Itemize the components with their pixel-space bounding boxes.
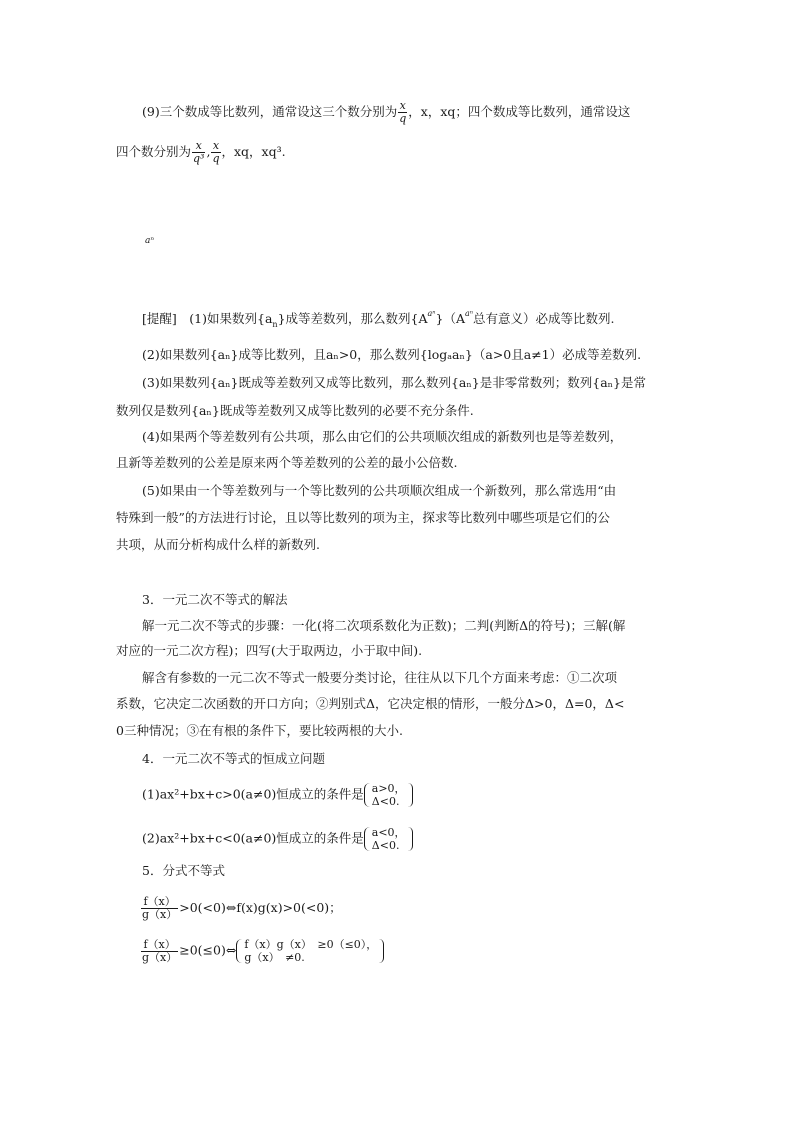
item9-line2: 四个数分别为 $\frac{x}{\text{q³}}$ , $\frac{x}{q}$ ，xq，xq³. (116, 139, 286, 165)
section3-para2-line1: 解含有参数的一元二次不等式一般要分类讨论，往往从以下几个方面来考虑：①二次项 (142, 670, 618, 685)
fraction-numerator: f（x） (141, 896, 178, 909)
condition-2-system (364, 826, 406, 852)
system-row: g（x） ≠0. (244, 951, 305, 964)
tip1-text-b: }成等差数列，那么数列{A (277, 311, 428, 326)
tip5-line2: 特殊到一般”的方法进行讨论，且以等比数列的项为主，探求等比数列中哪些项是它们的公 (116, 510, 610, 525)
condition-2 (142, 826, 413, 852)
tip-line1 (142, 310, 615, 330)
fraction-denominator: g（x） (142, 950, 178, 964)
inequality-2-text: ≥0(≤0)⇔ (179, 942, 237, 958)
tip1-text-a: (1)如果数列{a (189, 311, 273, 326)
section5-heading: 5．分式不等式 (142, 863, 225, 878)
fraction-numerator: x (192, 140, 205, 153)
system-row: Δ<0. (371, 795, 400, 808)
tip1-text-d: 总有意义）必成等比数列. (473, 311, 615, 326)
brace-close (408, 827, 413, 851)
tip5-line1: (5)如果由一个等差数列与一个等比数列的公共项顺次组成一个新数列，那么常选用“由 (142, 483, 617, 498)
brace-close (408, 783, 413, 807)
fraction-denominator: q (212, 152, 220, 165)
fraction-numerator: x (399, 99, 406, 112)
fraction-inequality-1 (140, 896, 342, 921)
item9-text-d: ，xq，xq³. (221, 144, 286, 159)
fraction-numerator: f（x） (141, 939, 178, 952)
system-row: a<0， (371, 826, 406, 839)
condition-1 (142, 782, 413, 808)
tip2-line: (2)如果数列{aₙ}成等比数列，且aₙ>0，那么数列{logₐaₙ}（a>0且a≠1）必成等差数列. (142, 347, 642, 362)
brace-close (379, 939, 384, 963)
tip1-subscript: n (272, 320, 278, 329)
section4-heading: 4．一元二次不等式的恒成立问题 (142, 751, 325, 766)
fraction-f-over-g (141, 939, 178, 964)
section3-heading: 3．一元二次不等式的解法 (142, 592, 288, 607)
tip-label: [提醒] (142, 311, 177, 326)
fraction-inequality-2 (140, 938, 384, 964)
fraction-x-over-q (398, 100, 407, 125)
system-row: Δ<0. (371, 839, 400, 852)
tip4-line1: (4)如果两个等差数列有公共项，那么由它们的公共项顺次组成的新数列也是等差数列， (142, 429, 623, 444)
section3-para2-line3: 0三种情况；③在有根的条件下，要比较两根的大小. (116, 723, 403, 738)
condition-2-text: (2)ax²+bx+c<0(a≠0)恒成立的条件是 (142, 830, 364, 846)
item9-text-c: 四个数分别为 (116, 144, 192, 159)
item9-text-a: (9)三个数成等比数列，通常设这三个数分别为 (142, 104, 398, 119)
tip3-line2: 数列仅是数列{aₙ}既成等差数列又成等比数列的必要不充分条件. (116, 403, 474, 418)
section3-para2-line2: 系数，它决定二次函数的开口方向；②判别式Δ，它决定根的情形，一般分Δ>0，Δ=0，Δ< (116, 696, 625, 711)
condition-1-system (364, 782, 406, 808)
fraction-denominator: q (399, 112, 407, 125)
fraction-denominator: g（x） (142, 908, 178, 921)
fraction-numerator: x (212, 139, 220, 152)
fraction-x-over-q-2 (211, 140, 220, 165)
floating-superscript-mark: aⁿ (145, 236, 155, 246)
tip1-text-c: }（A (435, 311, 465, 326)
tip1-superscript-1: aⁿ (427, 309, 436, 318)
section3-para1-line1: 解一元二次不等式的步骤：一化(将二次项系数化为正数)；二判(判断Δ的符号)；三解(解 (142, 618, 626, 633)
condition-1-text: (1)ax²+bx+c>0(a≠0)恒成立的条件是 (142, 786, 364, 802)
system-row: f（x）g（x） ≥0（≤0）， (244, 938, 378, 951)
section3-para1-line2: 对应的一元二次方程)；四写(大于取两边，小于取中间). (116, 643, 423, 658)
tip3-line1: (3)如果数列{aₙ}既成等差数列又成等比数列，那么数列{aₙ}是非零常数列；数列{aₙ}是常 (142, 375, 647, 390)
inequality-2-system (236, 938, 377, 964)
tip4-line2: 且新等差数列的公差是原来两个等差数列的公差的最小公倍数. (116, 455, 458, 470)
tip5-line3: 共项，从而分析构成什么样的新数列. (116, 537, 320, 552)
system-row: a>0， (371, 782, 406, 795)
fraction-denominator: q³ (193, 152, 205, 165)
fraction-x-over-q3 (192, 140, 205, 165)
item9-line1 (142, 100, 630, 125)
item9-text-b: ，x，xq；四个数成等比数列，通常设这 (408, 104, 631, 119)
fraction-f-over-g (141, 896, 178, 921)
tip1-superscript-2: aⁿ (465, 309, 474, 318)
inequality-1-text: >0(<0)⇔f(x)g(x)>0(<0)； (179, 900, 342, 915)
